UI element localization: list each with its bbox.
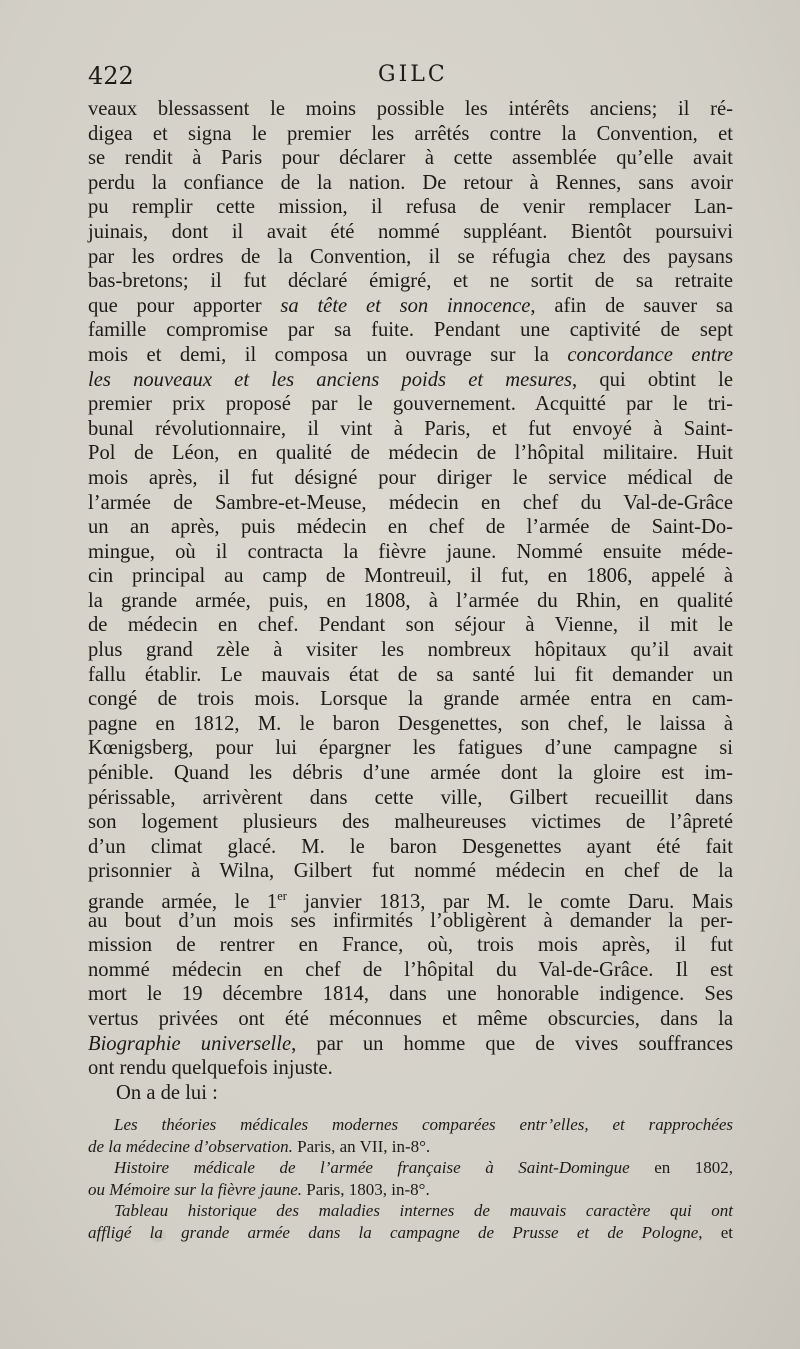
italic-text: de la médecine d’observation. [88, 1136, 293, 1156]
text-segment: bunal révolutionnaire, il vint à Paris, et fut envoyé à Saint- [88, 417, 733, 440]
text-segment: mort le 19 décembre 1814, dans une honorable indigence. Ses [88, 983, 733, 1006]
text-line [88, 564, 733, 589]
text-segment: son logement plusieurs des malheureuses victimes de l’âpreté [88, 811, 733, 834]
text-segment: juinais, dont il avait été nommé suppléant. Bientôt poursuivi [88, 220, 733, 243]
text-segment: Pol de Léon, en qualité de médecin de l’hôpital militaire. Huit [88, 442, 733, 465]
italic-text: concordance entre [567, 343, 733, 366]
text-segment: famille compromise par sa fuite. Pendant une captivité de sept [88, 319, 733, 342]
text-line [88, 1081, 733, 1106]
text-segment: janvier 1813, par M. le comte Daru. Mais [286, 890, 733, 913]
text-segment: mois après, il fut désigné pour diriger le service médical de [88, 466, 733, 489]
page-number: 422 [88, 62, 134, 90]
text-segment: congé de trois mois. Lorsque la grande armée entra en cam- [88, 688, 733, 711]
text-segment: On a de lui : [116, 1081, 218, 1104]
text-segment: bas-bretons; il fut déclaré émigré, et ne sortit de sa retraite [88, 270, 733, 293]
text-segment: Kœnigsberg, pour lui épargner les fatigues d’une campagne si [88, 737, 733, 760]
reference-line [88, 1157, 733, 1179]
text-line [88, 736, 733, 761]
text-segment: er [277, 889, 287, 903]
text-segment: pénible. Quand les débris d’une armée dont la gloire est im- [88, 762, 733, 785]
text-segment: , et [698, 1222, 733, 1242]
text-segment: de médecin en chef. Pendant son séjour à Vienne, il mit le [88, 614, 733, 637]
text-segment: vertus privées ont été méconnues et même obscurcies, dans la [88, 1007, 733, 1030]
text-segment: par les ordres de la Convention, il se réfugia chez des paysans [88, 245, 733, 268]
text-segment: mission de rentrer en France, où, trois mois après, il fut [88, 934, 733, 957]
text-segment: nommé médecin en chef de l’hôpital du Val-de-Grâce. Il est [88, 958, 733, 981]
text-segment: ont rendu quelquefois injuste. [88, 1057, 333, 1080]
text-line [88, 982, 733, 1007]
text-line [88, 245, 733, 270]
text-segment: d’un climat glacé. M. le baron Desgenettes ayant été fait [88, 835, 733, 858]
text-segment: , par un homme que de vives souffrances [291, 1032, 733, 1055]
reference-line [88, 1179, 733, 1201]
text-segment: Paris, 1803, in-8°. [302, 1179, 430, 1199]
text-segment: la grande armée, puis, en 1808, à l’armée du Rhin, en qualité [88, 589, 733, 612]
text-line [88, 1007, 733, 1032]
bibliography [88, 1114, 733, 1243]
text-segment: au bout d’un mois ses infirmités l’obligèrent à demander la per- [88, 909, 733, 932]
text-segment: prisonnier à Wilna, Gilbert fut nommé médecin en chef de la [88, 860, 733, 883]
text-line [88, 687, 733, 712]
text-line [88, 761, 733, 786]
text-line [88, 1056, 733, 1081]
text-line [88, 1032, 733, 1057]
reference-line [88, 1222, 733, 1244]
text-line [88, 958, 733, 983]
text-line [88, 786, 733, 811]
text-line [88, 441, 733, 466]
text-line [88, 466, 733, 491]
text-line [88, 613, 733, 638]
text-line [88, 269, 733, 294]
text-segment: digea et signa le premier les arrêtés contre la Convention, et [88, 122, 733, 145]
italic-text: ou Mémoire sur la fièvre jaune. [88, 1179, 303, 1199]
text-line [88, 909, 733, 934]
text-line [88, 712, 733, 737]
text-segment: mingue, où il contracta la fièvre jaune. Nommé ensuite méde- [88, 540, 733, 563]
italic-text: Histoire médicale de l’armée française à Saint-Domingue [114, 1158, 630, 1177]
text-line [88, 417, 733, 442]
text-line [88, 343, 733, 368]
text-segment: fallu établir. Le mauvais état de sa santé lui fit demander un [88, 663, 733, 686]
italic-text: les nouveaux et les anciens poids et mesures [88, 368, 573, 391]
text-segment: périssable, arrivèrent dans cette ville, Gilbert recueillit dans [88, 786, 733, 809]
text-segment: un an après, puis médecin en chef de l’armée de Saint-Do- [88, 516, 733, 539]
body-text [88, 97, 733, 1105]
text-line [88, 368, 733, 393]
text-line [88, 146, 733, 171]
text-segment: mois et demi, il composa un ouvrage sur la [88, 343, 568, 366]
text-segment: , afin de sauver sa [530, 294, 733, 317]
text-line [88, 859, 733, 884]
text-segment: cin principal au camp de Montreuil, il fut, en 1806, appelé à [88, 565, 733, 588]
italic-text: sa tête et son innocence [280, 294, 531, 317]
text-line [88, 638, 733, 663]
text-line [88, 884, 733, 913]
italic-text: Tableau historique des maladies internes de mauvais caractère qui ont [114, 1201, 733, 1220]
text-segment: en 1802, [629, 1158, 733, 1177]
text-segment: premier prix proposé par le gouvernement. Acquitté par le tri- [88, 393, 733, 416]
text-segment: pagne en 1812, M. le baron Desgenettes, son chef, le laissa à [88, 712, 733, 735]
text-line [88, 195, 733, 220]
reference-line [88, 1136, 733, 1158]
text-line [88, 663, 733, 688]
reference-line [88, 1200, 733, 1222]
text-segment: plus grand zèle à visiter les nombreux hôpitaux qu’il avait [88, 639, 733, 662]
text-segment: perdu la confiance de la nation. De retour à Rennes, sans avoir [88, 171, 733, 194]
text-line [88, 122, 733, 147]
italic-text: affligé la grande armée dans la campagne de Prusse et de Pologne [88, 1222, 699, 1242]
text-line [88, 491, 733, 516]
text-line [88, 97, 733, 122]
text-line [88, 933, 733, 958]
text-line [88, 589, 733, 614]
text-line [88, 318, 733, 343]
page-header [88, 62, 738, 96]
text-line [88, 515, 733, 540]
text-segment: Paris, an VII, in-8°. [292, 1136, 431, 1156]
italic-text: Les théories médicales modernes comparées entr’elles, et rapprochées [114, 1115, 733, 1134]
text-segment: veaux blessassent le moins possible les intérêts anciens; il ré- [88, 98, 733, 120]
text-segment: pu remplir cette mission, il refusa de venir remplacer Lan- [88, 196, 733, 219]
text-segment: grande armée, le 1 [88, 890, 278, 913]
running-head: GILC [378, 62, 448, 87]
reference-line [88, 1114, 733, 1136]
text-segment: l’armée de Sambre-et-Meuse, médecin en chef du Val-de-Grâce [88, 491, 733, 514]
text-line [88, 171, 733, 196]
text-line [88, 294, 733, 319]
text-line [88, 835, 733, 860]
text-line [88, 540, 733, 565]
italic-text: Biographie universelle [88, 1032, 292, 1055]
text-line [88, 220, 733, 245]
text-line [88, 810, 733, 835]
text-line [88, 392, 733, 417]
text-segment: se rendit à Paris pour déclarer à cette assemblée qu’elle avait [88, 147, 733, 170]
text-segment: que pour apporter [88, 294, 281, 317]
text-segment: , qui obtint le [572, 368, 734, 391]
